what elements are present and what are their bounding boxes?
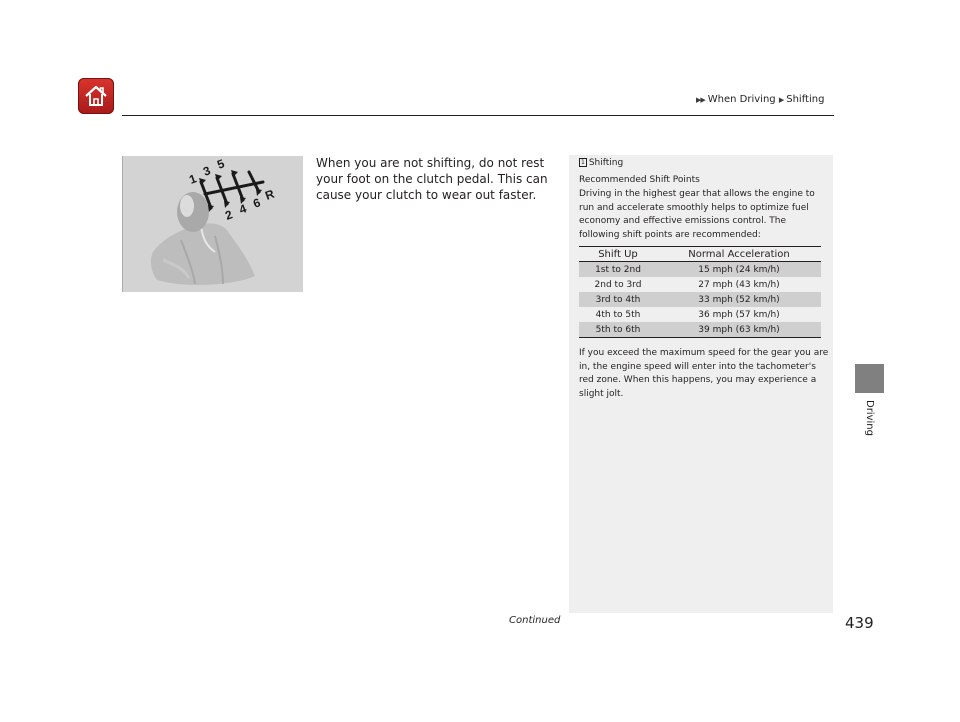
gear-label: 1 [187,171,199,187]
panel-subheading: Recommended Shift Points [579,175,700,185]
shifting-note-panel [569,155,833,613]
panel-heading: 1 Shifting [581,158,624,168]
table-header: Normal Acceleration [657,247,821,262]
gear-label: 6 [251,195,263,211]
table-cell: 5th to 6th [579,322,657,338]
breadcrumb [696,94,824,105]
note-marker-icon: 1 [581,159,585,166]
breadcrumb-arrow-icon: ▶ [778,96,784,104]
gear-label: 3 [201,163,213,179]
table-cell: 4th to 5th [595,309,641,320]
table-cell: 33 mph (52 km/h) [657,292,821,307]
continued-label: Continued [509,615,561,626]
table-row [579,322,821,338]
table-cell: 36 mph (57 km/h) [698,309,780,320]
page-number: 439 [845,614,874,632]
section-tab-label: Driving [864,400,875,436]
table-cell: 27 mph (43 km/h) [698,279,780,290]
home-button[interactable] [78,78,114,114]
shift-points-table [579,246,821,338]
home-icon [82,82,110,110]
gear-label: 2 [223,207,235,223]
table-row [579,277,821,292]
table-cell: 1st to 2nd [579,262,657,278]
main-paragraph: When you are not shifting, do not rest your foot on the clutch pedal. This can cause your clutch to wear out faster. [316,156,548,202]
table-cell: 3rd to 4th [579,292,657,307]
table-cell: 15 mph (24 km/h) [657,262,821,278]
panel-intro: Driving in the highest gear that allows the engine to run and accelerate smoothly helps to optimize fuel economy and effective emissions control. The following shift points are recommended: [579,189,815,240]
gear-label: R [263,186,277,203]
breadcrumb-arrow-icon: ▶▶ [696,96,705,104]
breadcrumb-current: Shifting [786,94,825,105]
table-row [579,292,821,307]
table-cell: 2nd to 3rd [594,279,642,290]
table-header: Shift Up [579,247,657,262]
table-row [579,307,821,322]
table-row [579,262,821,278]
header-rule [122,115,834,116]
breadcrumb-parent[interactable]: When Driving [707,94,776,105]
gear-label: 4 [237,201,249,217]
gear-label: 5 [215,156,227,172]
table-cell: 39 mph (63 km/h) [657,322,821,338]
gear-shift-illustration [122,156,303,292]
section-tab-marker [855,364,884,393]
panel-outro: If you exceed the maximum speed for the gear you are in, the engine speed will enter into the tachometer's red zone. When this happens, you may experience a slight jolt. [579,348,829,399]
